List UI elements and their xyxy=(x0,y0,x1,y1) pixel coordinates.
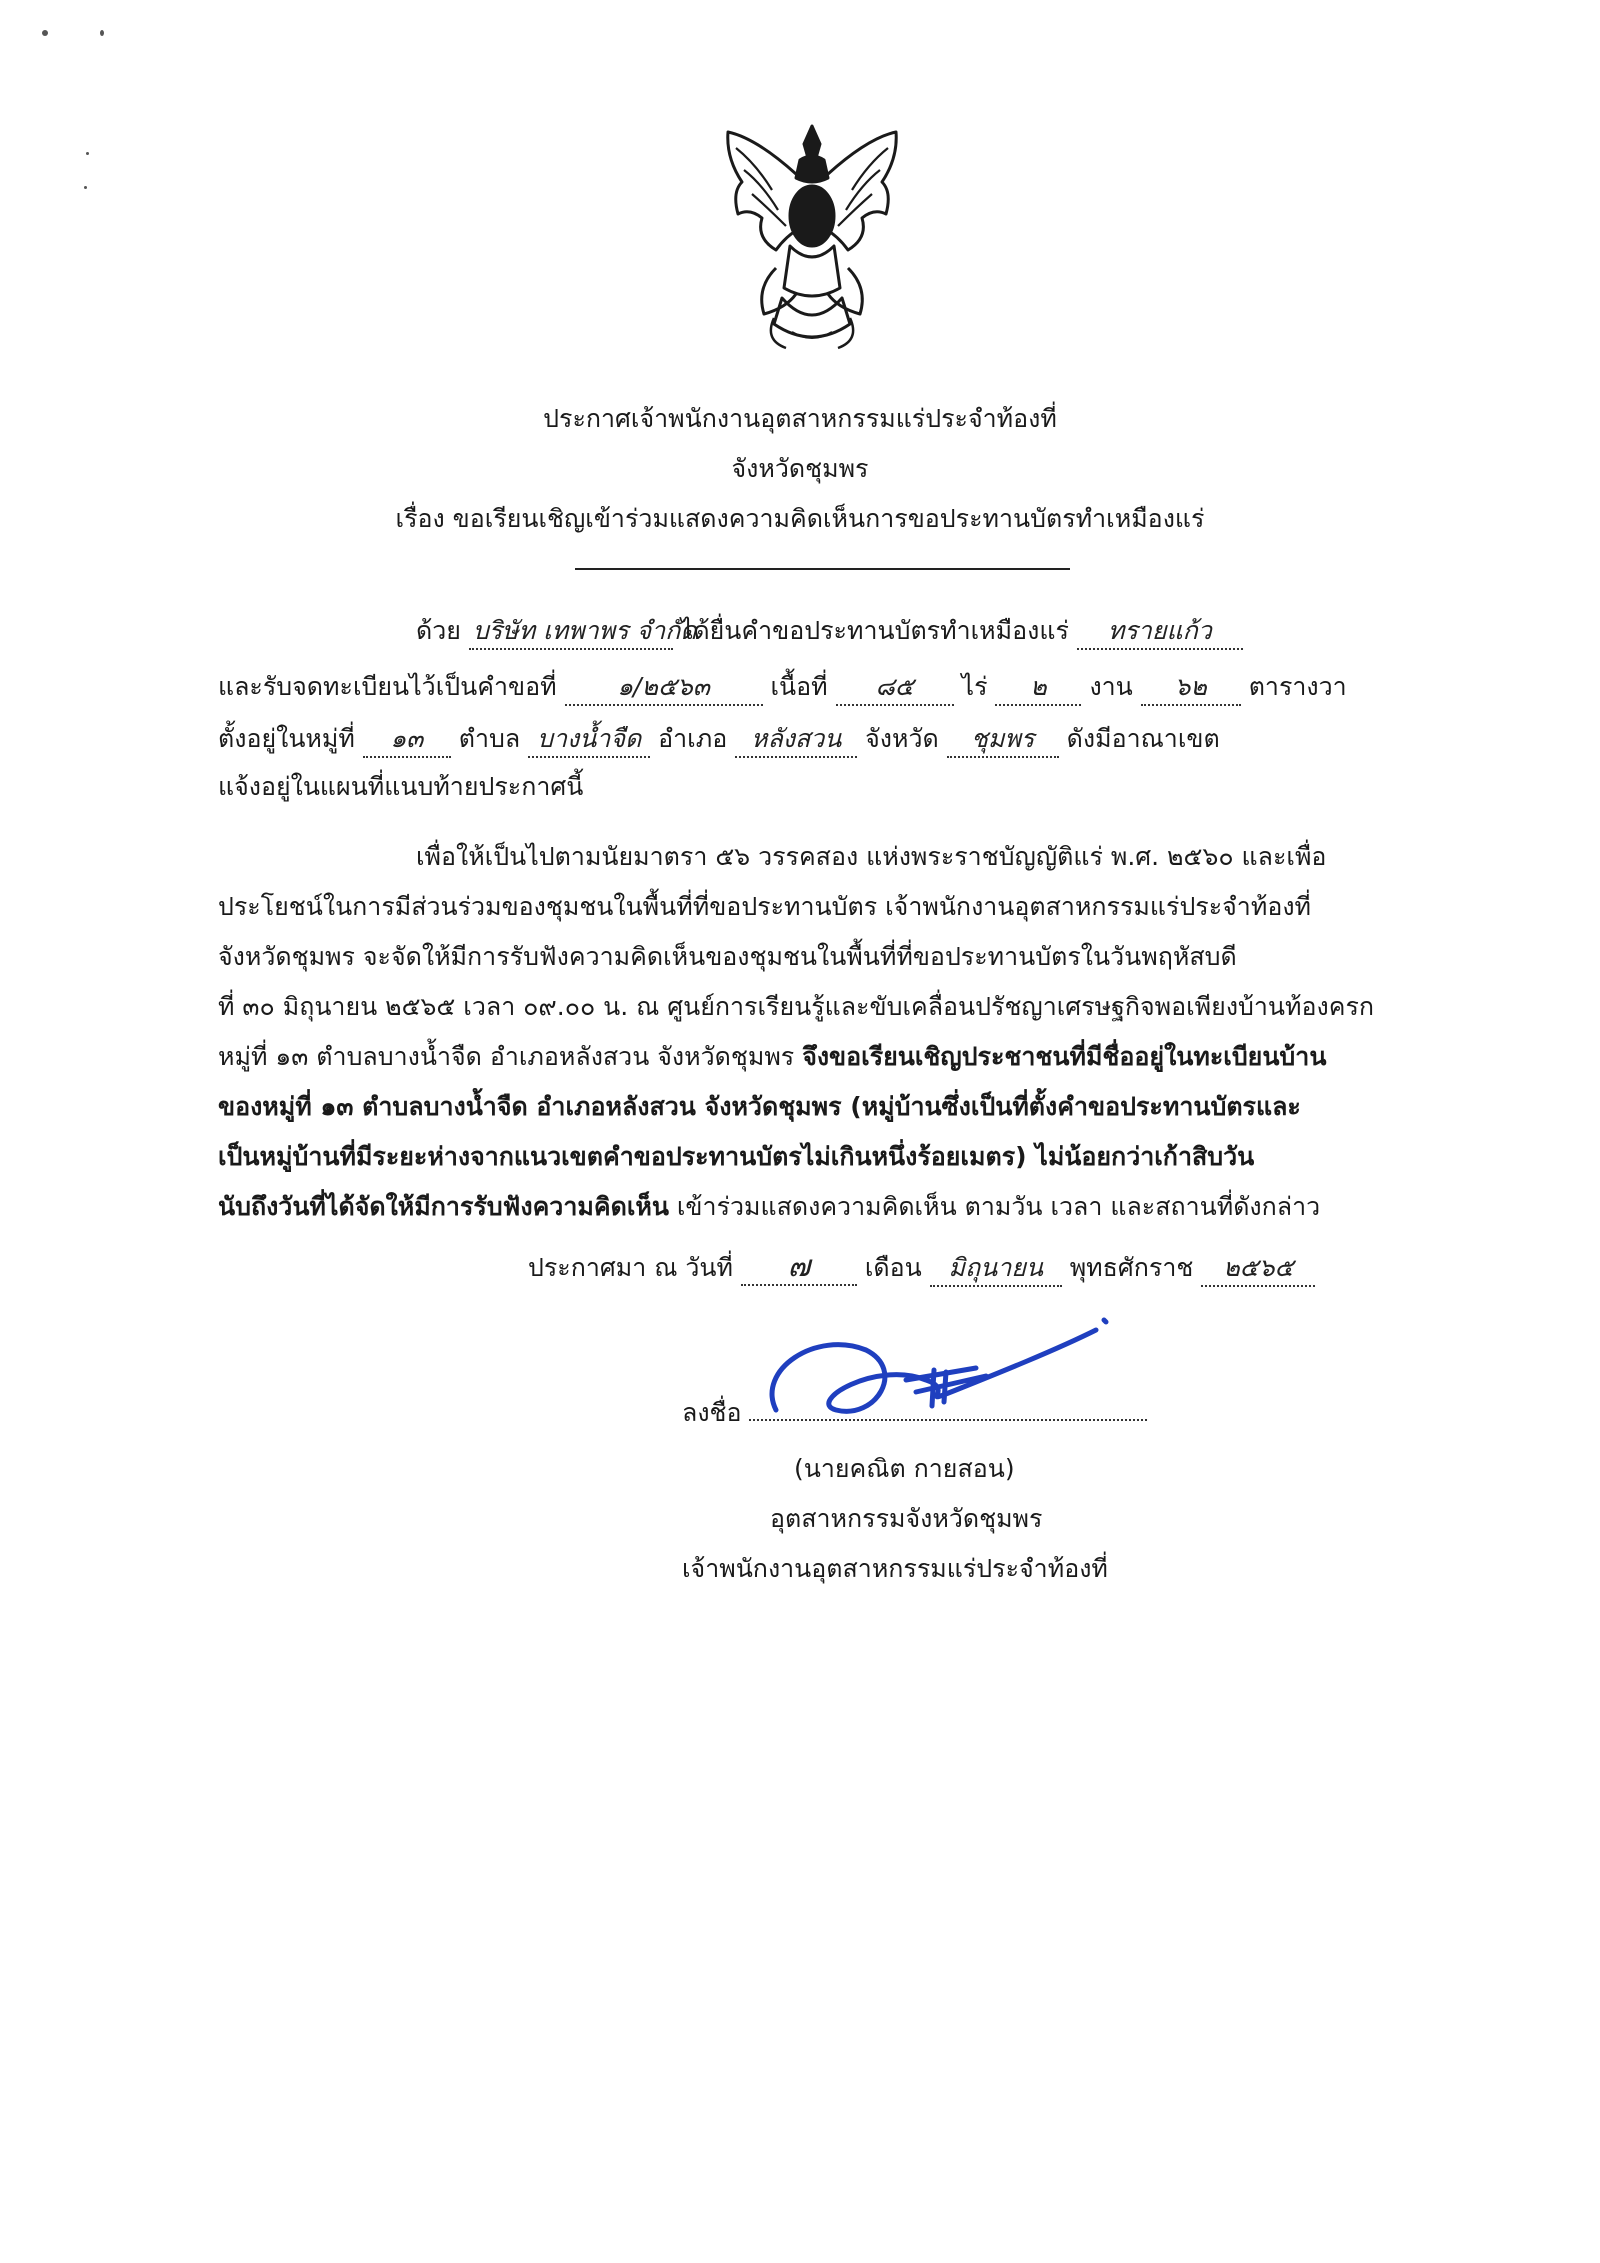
text: ด้วย xyxy=(416,616,461,645)
para2-line4: ที่ ๓๐ มิถุนายน ๒๕๖๕ เวลา ๐๙.๐๐ น. ณ ศูนย์การเรียนรู้และขับเคลื่อนปรัชญาเศรษฐกิจพอเพียงบ้านท้องครก xyxy=(218,992,1375,1021)
tambon-field: บางน้ำจืด xyxy=(528,722,650,758)
para2-line2: ประโยชน์ในการมีส่วนร่วมของชุมชนในพื้นที่ที่ขอประทานบัตร เจ้าพนักงานอุตสาหกรรมแร่ประจำท้องที่ xyxy=(218,892,1312,921)
text: และรับจดทะเบียนไว้เป็นคำขอที่ xyxy=(218,672,557,701)
header-title-line1: ประกาศเจ้าพนักงานอุตสาหกรรมแร่ประจำท้องที่ xyxy=(543,404,1057,433)
text: เนื้อที่ xyxy=(770,672,828,701)
garuda-emblem-icon xyxy=(716,118,908,358)
sign-line xyxy=(682,1396,1147,1430)
para2-line3: จังหวัดชุมพร จะจัดให้มีการรับฟังความคิดเห็นของชุมชนในพื้นที่ที่ขอประทานบัตรในวันพฤหัสบดี xyxy=(218,942,1237,971)
text: ได้ยื่นคำขอประทานบัตรทำเหมืองแร่ xyxy=(680,616,1069,645)
para2-line1: เพื่อให้เป็นไปตามนัยมาตรา ๕๖ วรรคสอง แห่งพระราชบัญญัติแร่ พ.ศ. ๒๕๖๐ และเพื่อ xyxy=(416,842,1327,871)
day-field: ๗ xyxy=(741,1250,857,1286)
text: ไร่ xyxy=(961,672,988,701)
signer-position1: อุตสาหกรรมจังหวัดชุมพร xyxy=(770,1504,1043,1533)
company-field: บริษัท เทพาพร จำกัด xyxy=(469,614,673,650)
para2-line8 xyxy=(218,1190,1320,1224)
text: ดังมีอาณาเขต xyxy=(1066,724,1220,753)
para2-line6: ของหมู่ที่ ๑๓ ตำบลบางน้ำจืด อำเภอหลังสวน จังหวัดชุมพร (หมู่บ้านซึ่งเป็นที่ตั้งคำขอประทานบัตรและ xyxy=(218,1092,1301,1121)
text: ตั้งอยู่ในหมู่ที่ xyxy=(218,724,355,753)
bold-text: จึงขอเรียนเชิญประชาชนที่มีชื่ออยู่ในทะเบียนบ้าน xyxy=(802,1042,1327,1071)
text: เดือน xyxy=(864,1253,922,1282)
text: ประกาศมา ณ วันที่ xyxy=(528,1253,733,1282)
scan-speck xyxy=(42,30,48,36)
text: หมู่ที่ ๑๓ ตำบลบางน้ำจืด อำเภอหลังสวน จังหวัดชุมพร xyxy=(218,1042,795,1071)
para2-line7: เป็นหมู่บ้านที่มีระยะห่างจากแนวเขตคำขอประทานบัตรไม่เกินหนึ่งร้อยเมตร) ไม่น้อยกว่าเก้าสิบวัน xyxy=(218,1142,1255,1171)
amphoe-field: หลังสวน xyxy=(735,722,857,758)
para1-line4: แจ้งอยู่ในแผนที่แนบท้ายประกาศนี้ xyxy=(218,772,584,801)
header-divider xyxy=(575,568,1070,570)
scan-speck xyxy=(84,186,87,189)
para1-line3 xyxy=(218,722,1220,758)
text: พุทธศักราช xyxy=(1069,1253,1194,1282)
request-number-field: ๑/๒๕๖๓ xyxy=(565,670,763,706)
header-subject: เรื่อง ขอเรียนเชิญเข้าร่วมแสดงความคิดเห็นการขอประทานบัตรทำเหมืองแร่ xyxy=(395,504,1205,533)
para1-line2 xyxy=(218,670,1347,706)
moo-field: ๑๓ xyxy=(363,722,451,758)
sign-label: ลงชื่อ xyxy=(682,1398,742,1427)
scan-speck xyxy=(86,152,89,155)
text: ตารางวา xyxy=(1248,672,1347,701)
signer-name: (นายคณิต กายสอน) xyxy=(794,1454,1015,1483)
ngan-field: ๒ xyxy=(995,670,1081,706)
announce-date-line xyxy=(528,1250,1315,1287)
mineral-field: ทรายแก้ว xyxy=(1077,614,1243,650)
text: เข้าร่วมแสดงความคิดเห็น ตามวัน เวลา และสถานที่ดังกล่าว xyxy=(676,1192,1321,1221)
signature-field xyxy=(749,1419,1147,1421)
text: จังหวัด xyxy=(865,724,939,753)
para2-line5 xyxy=(218,1040,1326,1074)
signer-position2: เจ้าพนักงานอุตสาหกรรมแร่ประจำท้องที่ xyxy=(682,1554,1108,1583)
province-field: ชุมพร xyxy=(947,722,1059,758)
text: อำเภอ xyxy=(658,724,728,753)
scan-speck xyxy=(100,30,104,36)
rai-field: ๘๕ xyxy=(836,670,954,706)
year-field: ๒๕๖๕ xyxy=(1201,1251,1315,1287)
header-province: จังหวัดชุมพร xyxy=(731,454,869,483)
text: ตำบล xyxy=(458,724,521,753)
wa-field: ๖๒ xyxy=(1141,670,1241,706)
para1-line1 xyxy=(416,614,1243,650)
text: งาน xyxy=(1089,672,1133,701)
month-field: มิถุนายน xyxy=(930,1251,1062,1287)
bold-text: นับถึงวันที่ได้จัดให้มีการรับฟังความคิดเห็น xyxy=(218,1192,669,1221)
